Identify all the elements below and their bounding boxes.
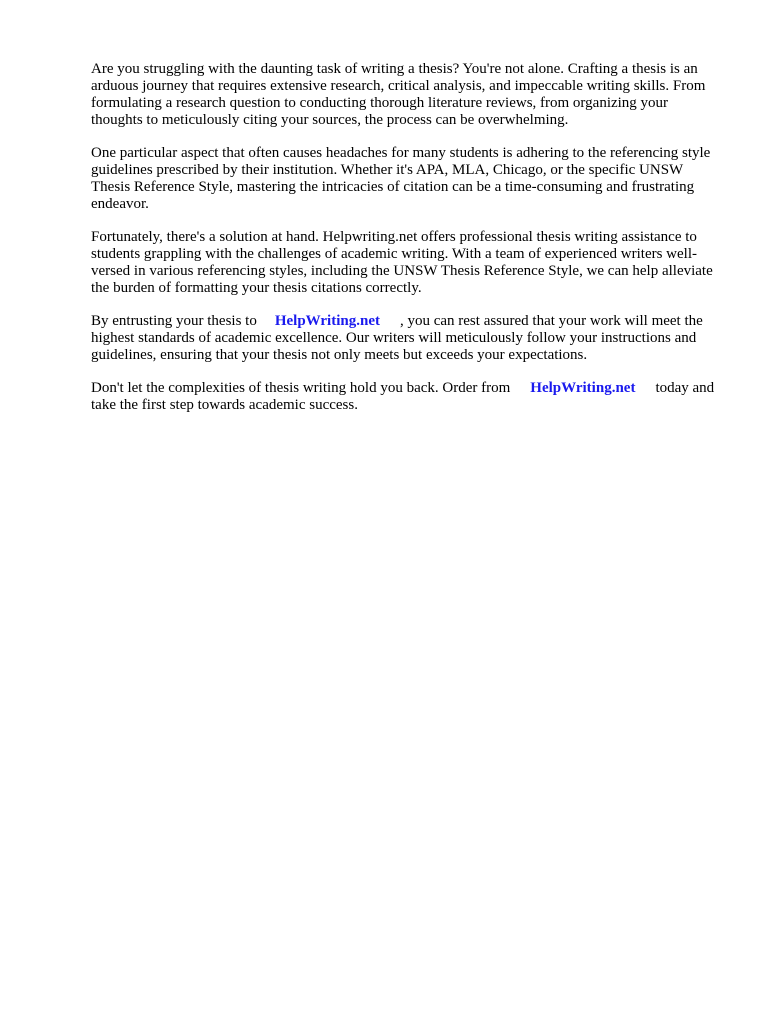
- paragraph-order-text-before: Don't let the complexities of thesis writing hold you back. Order from: [91, 380, 511, 396]
- paragraph-order: [91, 380, 721, 414]
- helpwriting-link[interactable]: HelpWriting.net: [274, 313, 380, 329]
- paragraph-intro: Are you struggling with the daunting task of writing a thesis? You're not alone. Crafting a thesis is an arduous journey that requires extensive research, critical analysis, and impeccable writing skills. From formulating a research question to conducting thorough literature reviews, from organizing your thoughts to meticulously citing your sources, the process can be overwhelming.: [91, 61, 706, 128]
- paragraph-solution: Fortunately, there's a solution at hand. Helpwriting.net offers professional thesis writing assistance to students grappling with the challenges of academic writing. With a team of experienced writers well-versed in various referencing styles, including the UNSW Thesis Reference Style, we can help alleviate the burden of formatting your thesis citations correctly.: [91, 229, 713, 296]
- paragraph-order-text-after: today and take the first step towards academic success.: [91, 380, 715, 413]
- paragraph-entrust-text-after: , you can rest assured that your work will meet the highest standards of academic excellence. Our writers will meticulously follow your instructions and guidelines, ensuring that your thesis not only meets but exceeds your expectations.: [91, 313, 703, 363]
- document-body: [91, 61, 721, 430]
- helpwriting-order-link[interactable]: HelpWriting.net: [530, 380, 636, 396]
- paragraph-referencing: One particular aspect that often causes headaches for many students is adhering to the referencing style guidelines prescribed by their institution. Whether it's APA, MLA, Chicago, or the specific UNSW Thesis Reference Style, mastering the intricacies of citation can be a time-consuming and frustrating endeavor.: [91, 145, 711, 212]
- paragraph-entrust-text-before: By entrusting your thesis to: [91, 313, 257, 329]
- paragraph-entrust: [91, 313, 721, 364]
